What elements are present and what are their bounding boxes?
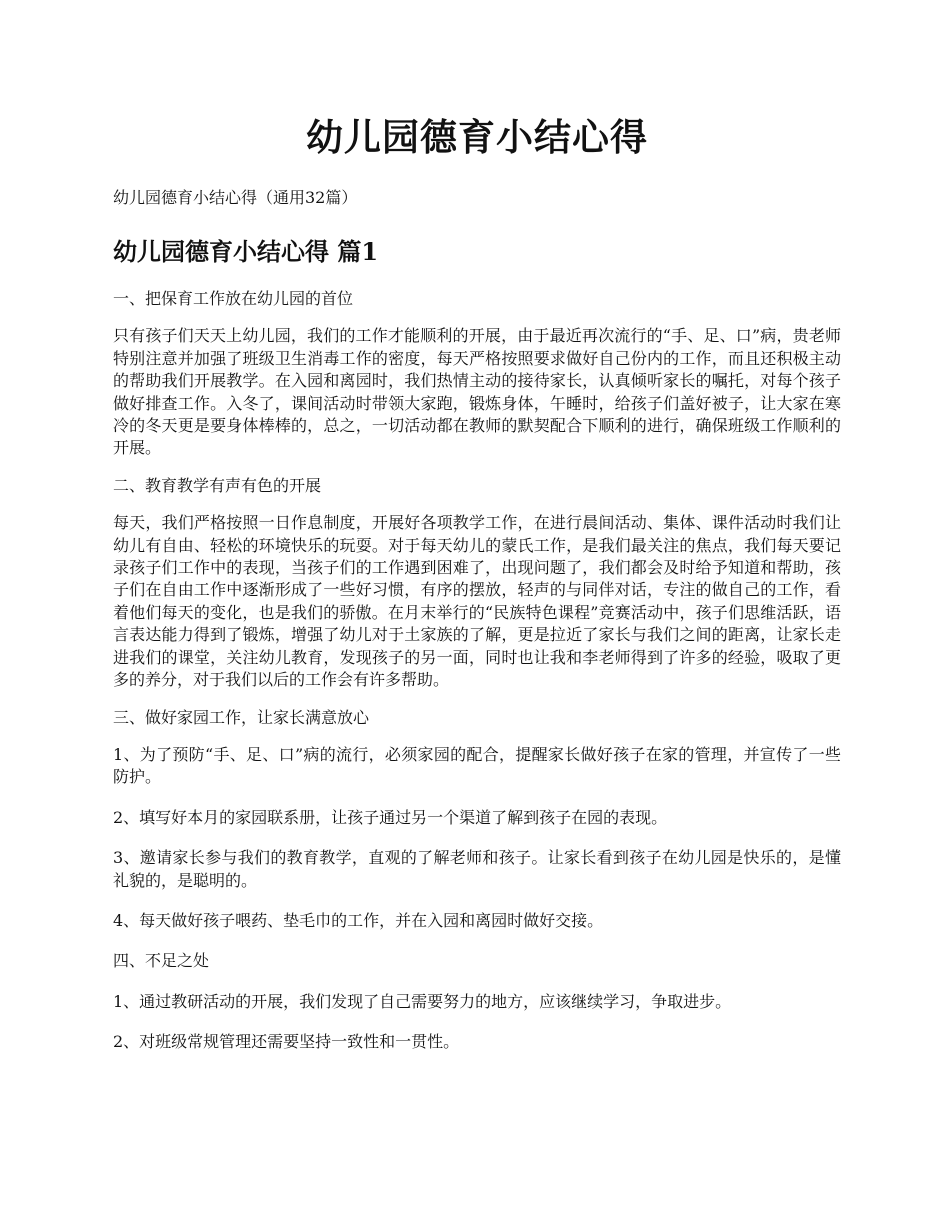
paragraph-heading-1: 一、把保育工作放在幼儿园的首位 bbox=[113, 289, 354, 308]
paragraph-body-1: 只有孩子们天天上幼儿园，我们的工作才能顺利的开展，由于最近再次流行的“手、足、口”病，贵老师特别注意并加强了班级卫生消毒工作的密度，每天严格按照要求做好自己份内的工作，而且还积极主动的帮助我们开展教学。在入园和离园时，我们热情主动的接待家长，认真倾听家长的嘱托，对每个孩子做好排查工作。入冬了，课间活动时带领大家跑，锻炼身体，午睡时，给孩子们盖好被子，让大家在寒冷的冬天更是要身体棒棒的，总之，一切活动都在教师的默契配合下顺利的进行，确保班级工作顺利的开展。 bbox=[113, 326, 841, 458]
list-item-3-1: 1、为了预防“手、足、口”病的流行，必须家园的配合，提醒家长做好孩子在家的管理，并宣传了一些防护。 bbox=[113, 744, 841, 787]
section-heading: 幼儿园德育小结心得 篇1 bbox=[113, 237, 379, 266]
document-page bbox=[113, 0, 841, 1054]
paragraph-heading-4: 四、不足之处 bbox=[113, 951, 210, 971]
list-item-4-1: 1、通过教研活动的开展，我们发现了自己需要努力的地方，应该继续学习，争取进步。 bbox=[113, 991, 732, 1011]
list-item-4-2: 2、对班级常规管理还需要坚持一致性和一贯性。 bbox=[113, 1032, 460, 1052]
paragraph-body-2: 每天，我们严格按照一日作息制度，开展好各项教学工作，在进行晨间活动、集体、课件活动时我们让幼儿有自由、轻松的环境快乐的玩耍。对于每天幼儿的蒙氏工作，是我们最关注的焦点，我们每天要记录孩子们工作中的表现，当孩子们的工作遇到困难了，出现问题了，我们都会及时给予知道和帮助，孩子们在自由工作中逐渐形成了一些好习惯，有序的摆放，轻声的与同伴对话，专注的做自己的工作，看着他们每天的变化，也是我们的骄傲。在月末举行的“民族特色课程”竞赛活动中，孩子们思维活跃，语言表达能力得到了锻炼，增强了幼儿对于土家族的了解，更是拉近了家长与我们之间的距离，让家长走进我们的课堂，关注幼儿教育，发现孩子的另一面，同时也让我和李老师得到了许多的经验，吸取了更多的养分，对于我们以后的工作会有许多帮助。 bbox=[113, 513, 841, 690]
list-item-3-4: 4、每天做好孩子喂药、垫毛巾的工作，并在入园和离园时做好交接。 bbox=[113, 910, 604, 930]
paragraph-heading-3: 三、做好家园工作，让家长满意放心 bbox=[113, 707, 370, 727]
document-subtitle: 幼儿园德育小结心得（通用32篇） bbox=[113, 188, 358, 207]
list-item-3-3: 3、邀请家长参与我们的教育教学，直观的了解老师和孩子。让家长看到孩子在幼儿园是快乐的，是懂礼貌的，是聪明的。 bbox=[113, 848, 841, 890]
list-item-3-2: 2、填写好本月的家园联系册，让孩子通过另一个渠道了解到孩子在园的表现。 bbox=[113, 807, 668, 827]
paragraph-heading-2: 二、教育教学有声有色的开展 bbox=[113, 475, 322, 495]
document-title: 幼儿园德育小结心得 bbox=[306, 115, 648, 159]
